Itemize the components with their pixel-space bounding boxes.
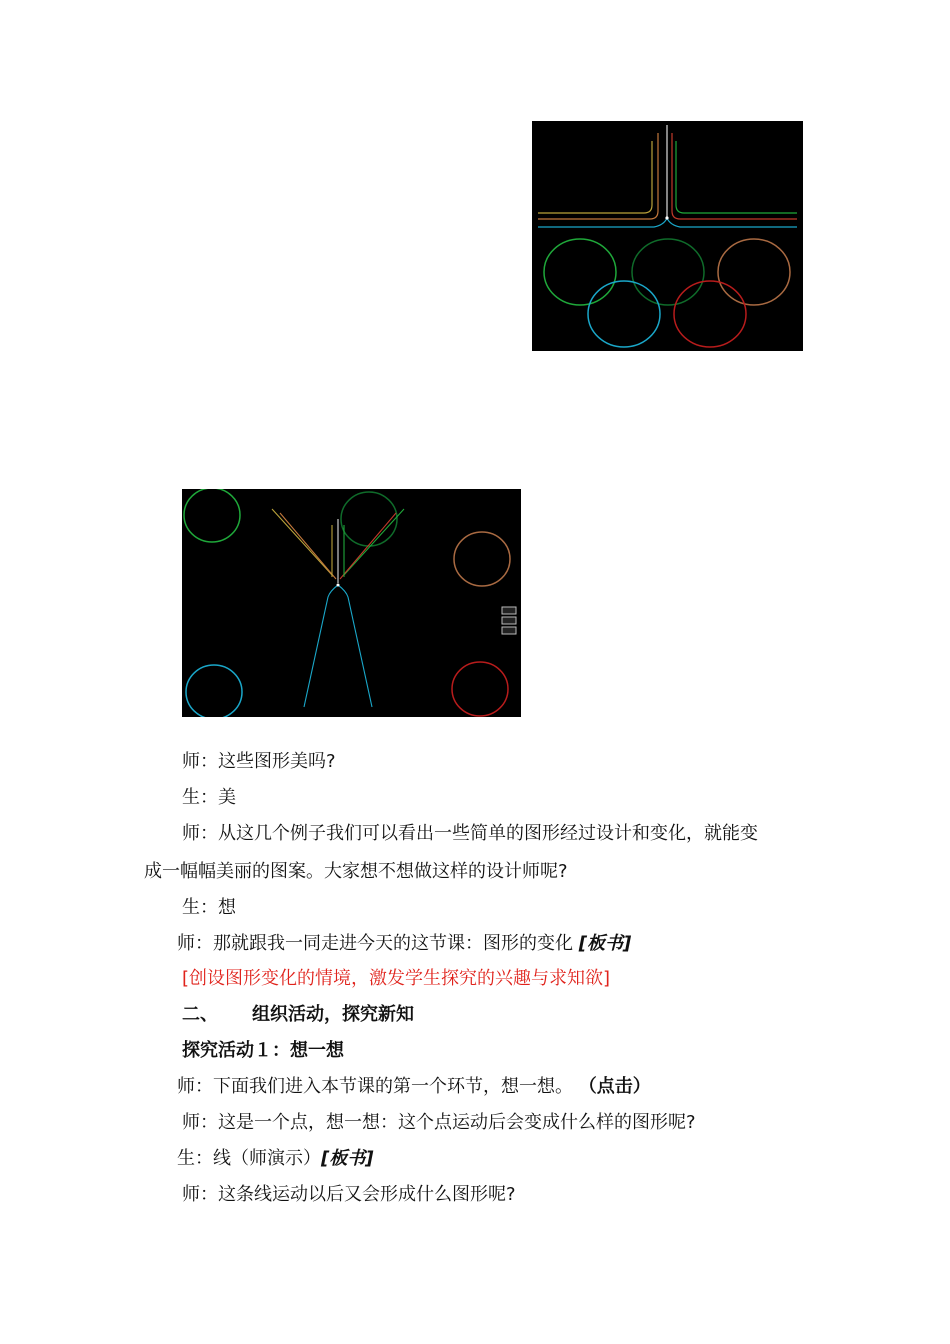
control-button-3 [502, 627, 516, 634]
speaker: 师： [182, 1184, 218, 1205]
ring-cyan [588, 281, 660, 347]
speaker: 师： [182, 823, 218, 844]
dialogue-text: 想 [218, 897, 236, 918]
fan-orange-left [280, 513, 336, 579]
ring-darkgreen-top [341, 492, 397, 546]
ring-green [544, 239, 616, 305]
activity-heading-1 [182, 1039, 344, 1063]
dialogue-line-3 [182, 822, 758, 846]
dialogue-text: 这些图形美吗? [218, 751, 336, 772]
dialogue-text-continued: 成一幅幅美丽的图案。大家想不想做这样的设计师呢? [144, 861, 568, 882]
line-orange-left [538, 133, 658, 219]
point-center [337, 584, 340, 587]
fan-yellow-left [272, 509, 332, 575]
point-center [665, 216, 668, 219]
design-intent-note [182, 967, 610, 991]
cyan-leg-right [338, 585, 372, 707]
speaker: 师： [182, 1112, 218, 1133]
dialogue-text: 下面我们进入本节课的第一个环节，想一想。 [213, 1076, 573, 1097]
olympic-rings-figure [532, 121, 803, 351]
board-note-tag: [板书] [321, 1148, 374, 1169]
ring-green-topleft [184, 489, 240, 542]
control-button-2 [502, 617, 516, 624]
ring-brown [718, 239, 790, 305]
speaker: 师： [177, 933, 213, 954]
dialogue-text: 这是一个点，想一想：这个点运动后会变成什么样的图形呢? [218, 1112, 696, 1133]
dialogue-line-5 [177, 932, 631, 956]
fan-red-right [340, 513, 396, 579]
section-heading-2 [182, 1003, 414, 1027]
cyan-leg-left [304, 585, 338, 707]
ring-cyan-bottomleft [186, 665, 242, 717]
speaker: 生： [177, 1148, 213, 1169]
dialogue-text: 这条线运动以后又会形成什么图形呢? [218, 1184, 516, 1205]
section-number: 二、 [182, 1004, 218, 1025]
dialogue-line-1 [182, 750, 336, 774]
dialogue-line-2 [182, 786, 236, 810]
control-buttons[interactable] [502, 607, 516, 634]
ring-red [674, 281, 746, 347]
section-title: 组织活动，探究新知 [252, 1004, 414, 1025]
dialogue-text: 从这几个例子我们可以看出一些简单的图形经过设计和变化，就能变 [218, 823, 758, 844]
olympic-rings-svg [532, 121, 803, 351]
dialogue-line-10 [182, 1111, 696, 1135]
line-green-right [676, 141, 797, 213]
dialogue-line-12 [182, 1183, 516, 1207]
dialogue-line-3-continued [144, 860, 568, 884]
ring-red-bottomright [452, 662, 508, 716]
speaker: 师： [177, 1076, 213, 1097]
dialogue-text: 线（师演示） [213, 1148, 321, 1169]
dialogue-line-11 [177, 1147, 373, 1171]
scattered-rings-figure [182, 489, 521, 717]
line-yellow-left [538, 141, 652, 213]
speaker: 生： [182, 897, 218, 918]
dialogue-line-4 [182, 896, 236, 920]
dialogue-text: 那就跟我一同走进今天的这节课：图形的变化 [213, 933, 573, 954]
speaker: 生： [182, 787, 218, 808]
ring-darkgreen [632, 239, 704, 305]
ring-brown-right [454, 532, 510, 586]
scattered-rings-svg [182, 489, 521, 717]
dialogue-text: 美 [218, 787, 236, 808]
click-tag: （点击） [578, 1076, 651, 1097]
line-red-right [672, 133, 797, 219]
note-text: [创设图形变化的情境，激发学生探究的兴趣与求知欲] [182, 968, 611, 989]
dialogue-line-9 [177, 1075, 651, 1099]
control-button-1 [502, 607, 516, 614]
speaker: 师： [182, 751, 218, 772]
activity-title: 探究活动１：想一想 [182, 1040, 344, 1061]
board-note-tag: [板书] [578, 933, 632, 954]
